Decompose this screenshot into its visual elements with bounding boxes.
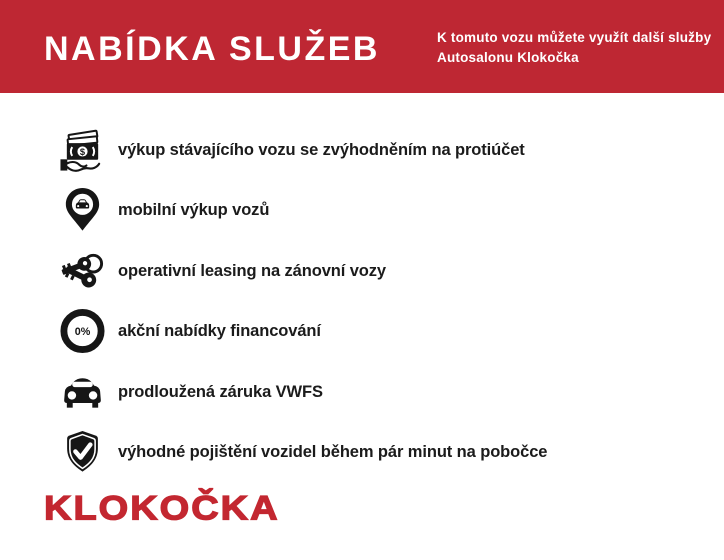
zero-percent-label: 0% [74, 325, 91, 338]
svg-text:$: $ [79, 146, 86, 157]
service-item-pojisteni [0, 422, 724, 482]
header-subtitle [437, 28, 711, 67]
header-subtitle-line2: Autosalonu Klokočka [437, 49, 579, 65]
service-label: výhodné pojištění vozidel během pár minut na pobočce [118, 442, 548, 461]
service-item-vykup [0, 120, 724, 180]
header-banner [0, 0, 724, 93]
service-label: operativní leasing na zánovní vozy [118, 261, 387, 280]
shield-check-icon [59, 427, 106, 477]
service-label: výkup stávajícího vozu se zvýhodněním na protiúčet [118, 140, 525, 159]
service-label: akční nabídky financování [118, 321, 321, 340]
service-label: prodloužená záruka VWFS [118, 382, 323, 401]
zero-percent-icon [59, 306, 106, 356]
service-item-mobilni-vykup [0, 180, 724, 240]
car-location-pin-icon [59, 185, 106, 235]
cash-in-hand-icon [59, 125, 106, 175]
service-item-leasing [0, 241, 724, 301]
header-subtitle-line1: K tomuto vozu můžete využít další služby [437, 30, 712, 45]
service-item-financovani [0, 301, 724, 361]
car-icon [59, 367, 106, 417]
service-label: mobilní výkup vozů [118, 200, 270, 219]
page-title: NABÍDKA SLUŽEB [44, 30, 380, 68]
service-item-zaruka [0, 362, 724, 422]
klokocka-logo: KLOKOČKA [44, 490, 280, 528]
car-keys-icon [59, 246, 106, 296]
